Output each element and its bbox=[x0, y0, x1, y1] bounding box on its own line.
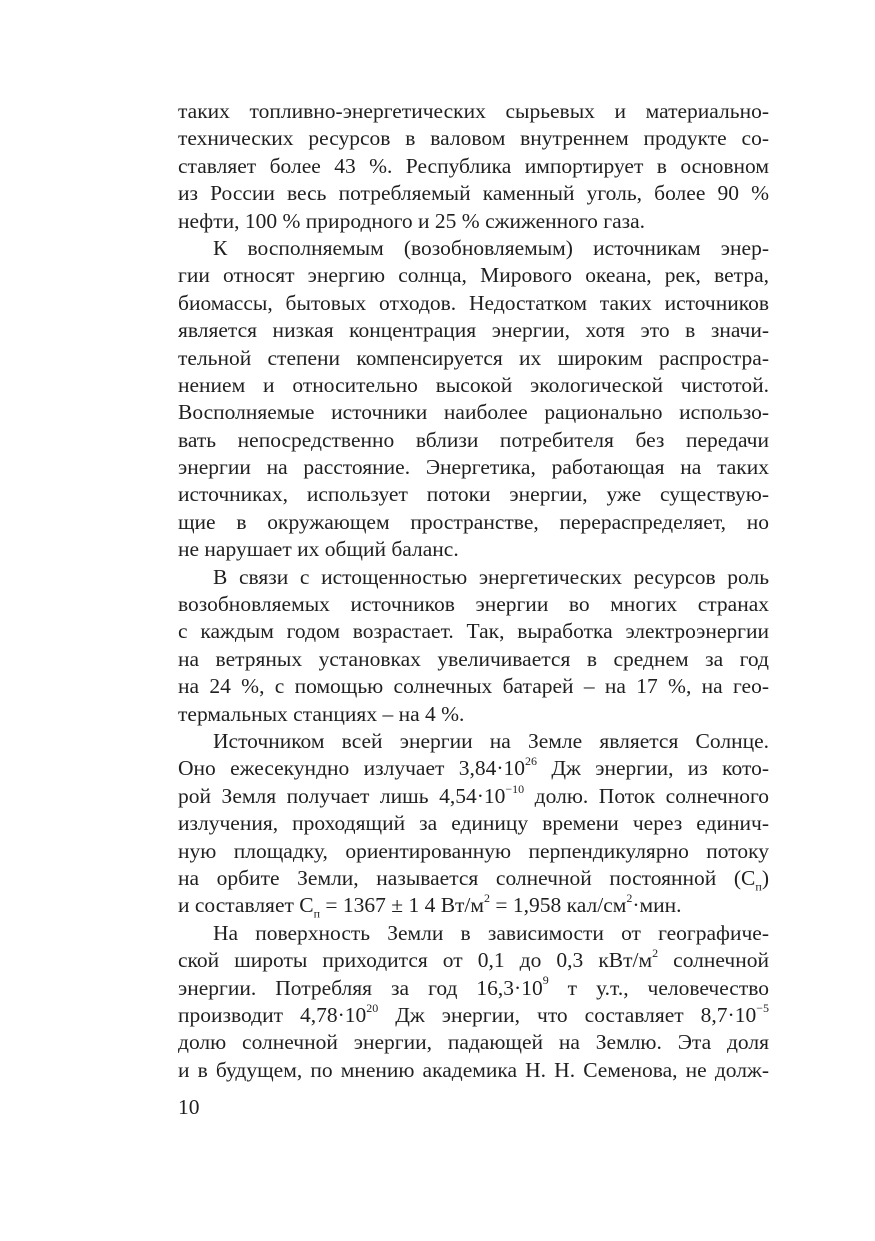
text-line bbox=[178, 317, 769, 344]
text-run: ) bbox=[761, 865, 769, 890]
text-line bbox=[178, 947, 769, 974]
subscript: п bbox=[313, 906, 321, 921]
text-run: = 1,958 кал/см bbox=[490, 893, 627, 918]
text-line bbox=[178, 427, 769, 454]
text-run: К восполняемым (возобновляемым) источникам энер- bbox=[213, 235, 769, 260]
text-line bbox=[178, 728, 769, 755]
text-run: на 24 %, с помощью солнечных батарей – на 17 %, на гео- bbox=[178, 674, 769, 699]
text-run: Оно ежесекундно излучает 3,84·10 bbox=[178, 756, 526, 781]
text-run: нением и относительно высокой экологической чистотой. bbox=[178, 372, 769, 397]
text-line bbox=[178, 98, 769, 125]
text-line bbox=[178, 783, 769, 810]
text-run: энергии на расстояние. Энергетика, работающая на таких bbox=[178, 455, 769, 480]
text-run: таких топливно-энергетических сырьевых и материально- bbox=[178, 99, 769, 123]
text-line bbox=[178, 755, 769, 782]
text-run: ную площадку, ориентированную перпендикулярно потоку bbox=[178, 838, 769, 863]
text-line bbox=[178, 865, 769, 892]
text-line bbox=[178, 920, 769, 947]
text-run: возобновляемых источников энергии во многих странах bbox=[178, 592, 769, 617]
text-run: на ветряных установках увеличивается в среднем за год bbox=[178, 646, 769, 671]
text-run: Источником всей энергии на Земле является Солнце. bbox=[213, 728, 769, 753]
subscript: п bbox=[755, 879, 762, 894]
superscript: −10 bbox=[505, 781, 525, 796]
text-line bbox=[178, 673, 769, 700]
text-line bbox=[178, 838, 769, 865]
text-run: и в будущем, по мнению академика Н. Н. Семенова, не долж- bbox=[178, 1057, 769, 1082]
text-line bbox=[178, 536, 769, 563]
text-run: рой Земля получает лишь 4,54·10 bbox=[178, 783, 506, 808]
superscript: 20 bbox=[366, 1000, 379, 1015]
superscript: 9 bbox=[542, 973, 549, 988]
text-line bbox=[178, 153, 769, 180]
text-run: источниках, использует потоки энергии, уже существую- bbox=[178, 482, 769, 507]
text-run: ·мин. bbox=[632, 893, 682, 918]
text-run: с каждым годом возрастает. Так, выработка электроэнергии bbox=[178, 619, 769, 644]
text-run: щие в окружающем пространстве, перераспределяет, но bbox=[178, 509, 769, 534]
text-line bbox=[178, 235, 769, 262]
text-line bbox=[178, 372, 769, 399]
text-line bbox=[178, 1002, 769, 1029]
paragraph bbox=[178, 564, 769, 728]
text-line bbox=[178, 208, 769, 235]
text-run: На поверхность Земли в зависимости от географиче- bbox=[213, 920, 769, 945]
text-run: гии относят энергию солнца, Мирового океана, рек, ветра, bbox=[178, 263, 769, 288]
text-line bbox=[178, 262, 769, 289]
text-line bbox=[178, 1029, 769, 1056]
text-line bbox=[178, 1057, 769, 1084]
superscript: 2 bbox=[484, 891, 491, 906]
paragraph bbox=[178, 728, 769, 920]
text-line bbox=[178, 618, 769, 645]
text-line bbox=[178, 345, 769, 372]
text-line bbox=[178, 564, 769, 591]
text-run: излучения, проходящий за единицу времени через единич- bbox=[178, 811, 769, 836]
text-line bbox=[178, 125, 769, 152]
text-run: солнечной bbox=[658, 948, 769, 973]
text-line bbox=[178, 646, 769, 673]
superscript: −5 bbox=[756, 1000, 769, 1015]
text-run: долю. Поток солнечного bbox=[524, 783, 770, 808]
text-line bbox=[178, 481, 769, 508]
text-line bbox=[178, 180, 769, 207]
text-run: производит 4,78·10 bbox=[178, 1002, 367, 1027]
text-line bbox=[178, 399, 769, 426]
text-run: нефти, 100 % природного и 25 % сжиженного газа. bbox=[178, 208, 646, 233]
text-run: энергии. Потребляя за год 16,3·10 bbox=[178, 975, 543, 1000]
page-number: 10 bbox=[178, 1095, 200, 1119]
text-run: ставляет более 43 %. Республика импортирует в основном bbox=[178, 153, 769, 178]
text-run: вать непосредственно вблизи потребителя без передачи bbox=[178, 427, 769, 452]
text-run: биомассы, бытовых отходов. Недостатком таких источников bbox=[178, 290, 769, 315]
text-run: на орбите Земли, называется солнечной постоянной (С bbox=[178, 865, 756, 890]
text-run: Восполняемые источники наиболее рационально использо- bbox=[178, 400, 769, 425]
body-text bbox=[178, 98, 769, 1084]
paragraph bbox=[178, 235, 769, 564]
text-line bbox=[178, 454, 769, 481]
text-run: Дж энергии, что составляет 8,7·10 bbox=[378, 1002, 757, 1027]
text-run: В связи с истощенностью энергетических ресурсов роль bbox=[213, 564, 769, 589]
text-line bbox=[178, 975, 769, 1002]
superscript: 26 bbox=[525, 754, 538, 769]
text-line bbox=[178, 290, 769, 317]
paragraph bbox=[178, 98, 769, 235]
text-run: термальных станциях – на 4 %. bbox=[178, 701, 465, 726]
text-run: тельной степени компенсируется их широким распростра- bbox=[178, 345, 769, 370]
text-line bbox=[178, 810, 769, 837]
superscript: 2 bbox=[652, 945, 659, 960]
text-run: долю солнечной энергии, падающей на Землю. Эта доля bbox=[178, 1030, 769, 1055]
text-run: технических ресурсов в валовом внутреннем продукте со- bbox=[178, 126, 769, 151]
superscript: 2 bbox=[626, 891, 633, 906]
text-line bbox=[178, 892, 769, 919]
paragraph bbox=[178, 920, 769, 1084]
text-line bbox=[178, 591, 769, 618]
text-run: и составляет С bbox=[178, 893, 314, 918]
text-line bbox=[178, 701, 769, 728]
text-line bbox=[178, 509, 769, 536]
text-run: не нарушает их общий баланс. bbox=[178, 537, 459, 562]
text-run: из России весь потребляемый каменный уголь, более 90 % bbox=[178, 181, 769, 206]
text-run: = 1367 ± 1 4 Вт/м bbox=[320, 893, 485, 918]
text-run: т у.т., человечество bbox=[548, 975, 769, 1000]
text-run: Дж энергии, из кото- bbox=[537, 756, 769, 781]
text-run: является низкая концентрация энергии, хотя это в значи- bbox=[178, 318, 769, 343]
text-run: ской широты приходится от 0,1 до 0,3 кВт/м bbox=[178, 948, 653, 973]
